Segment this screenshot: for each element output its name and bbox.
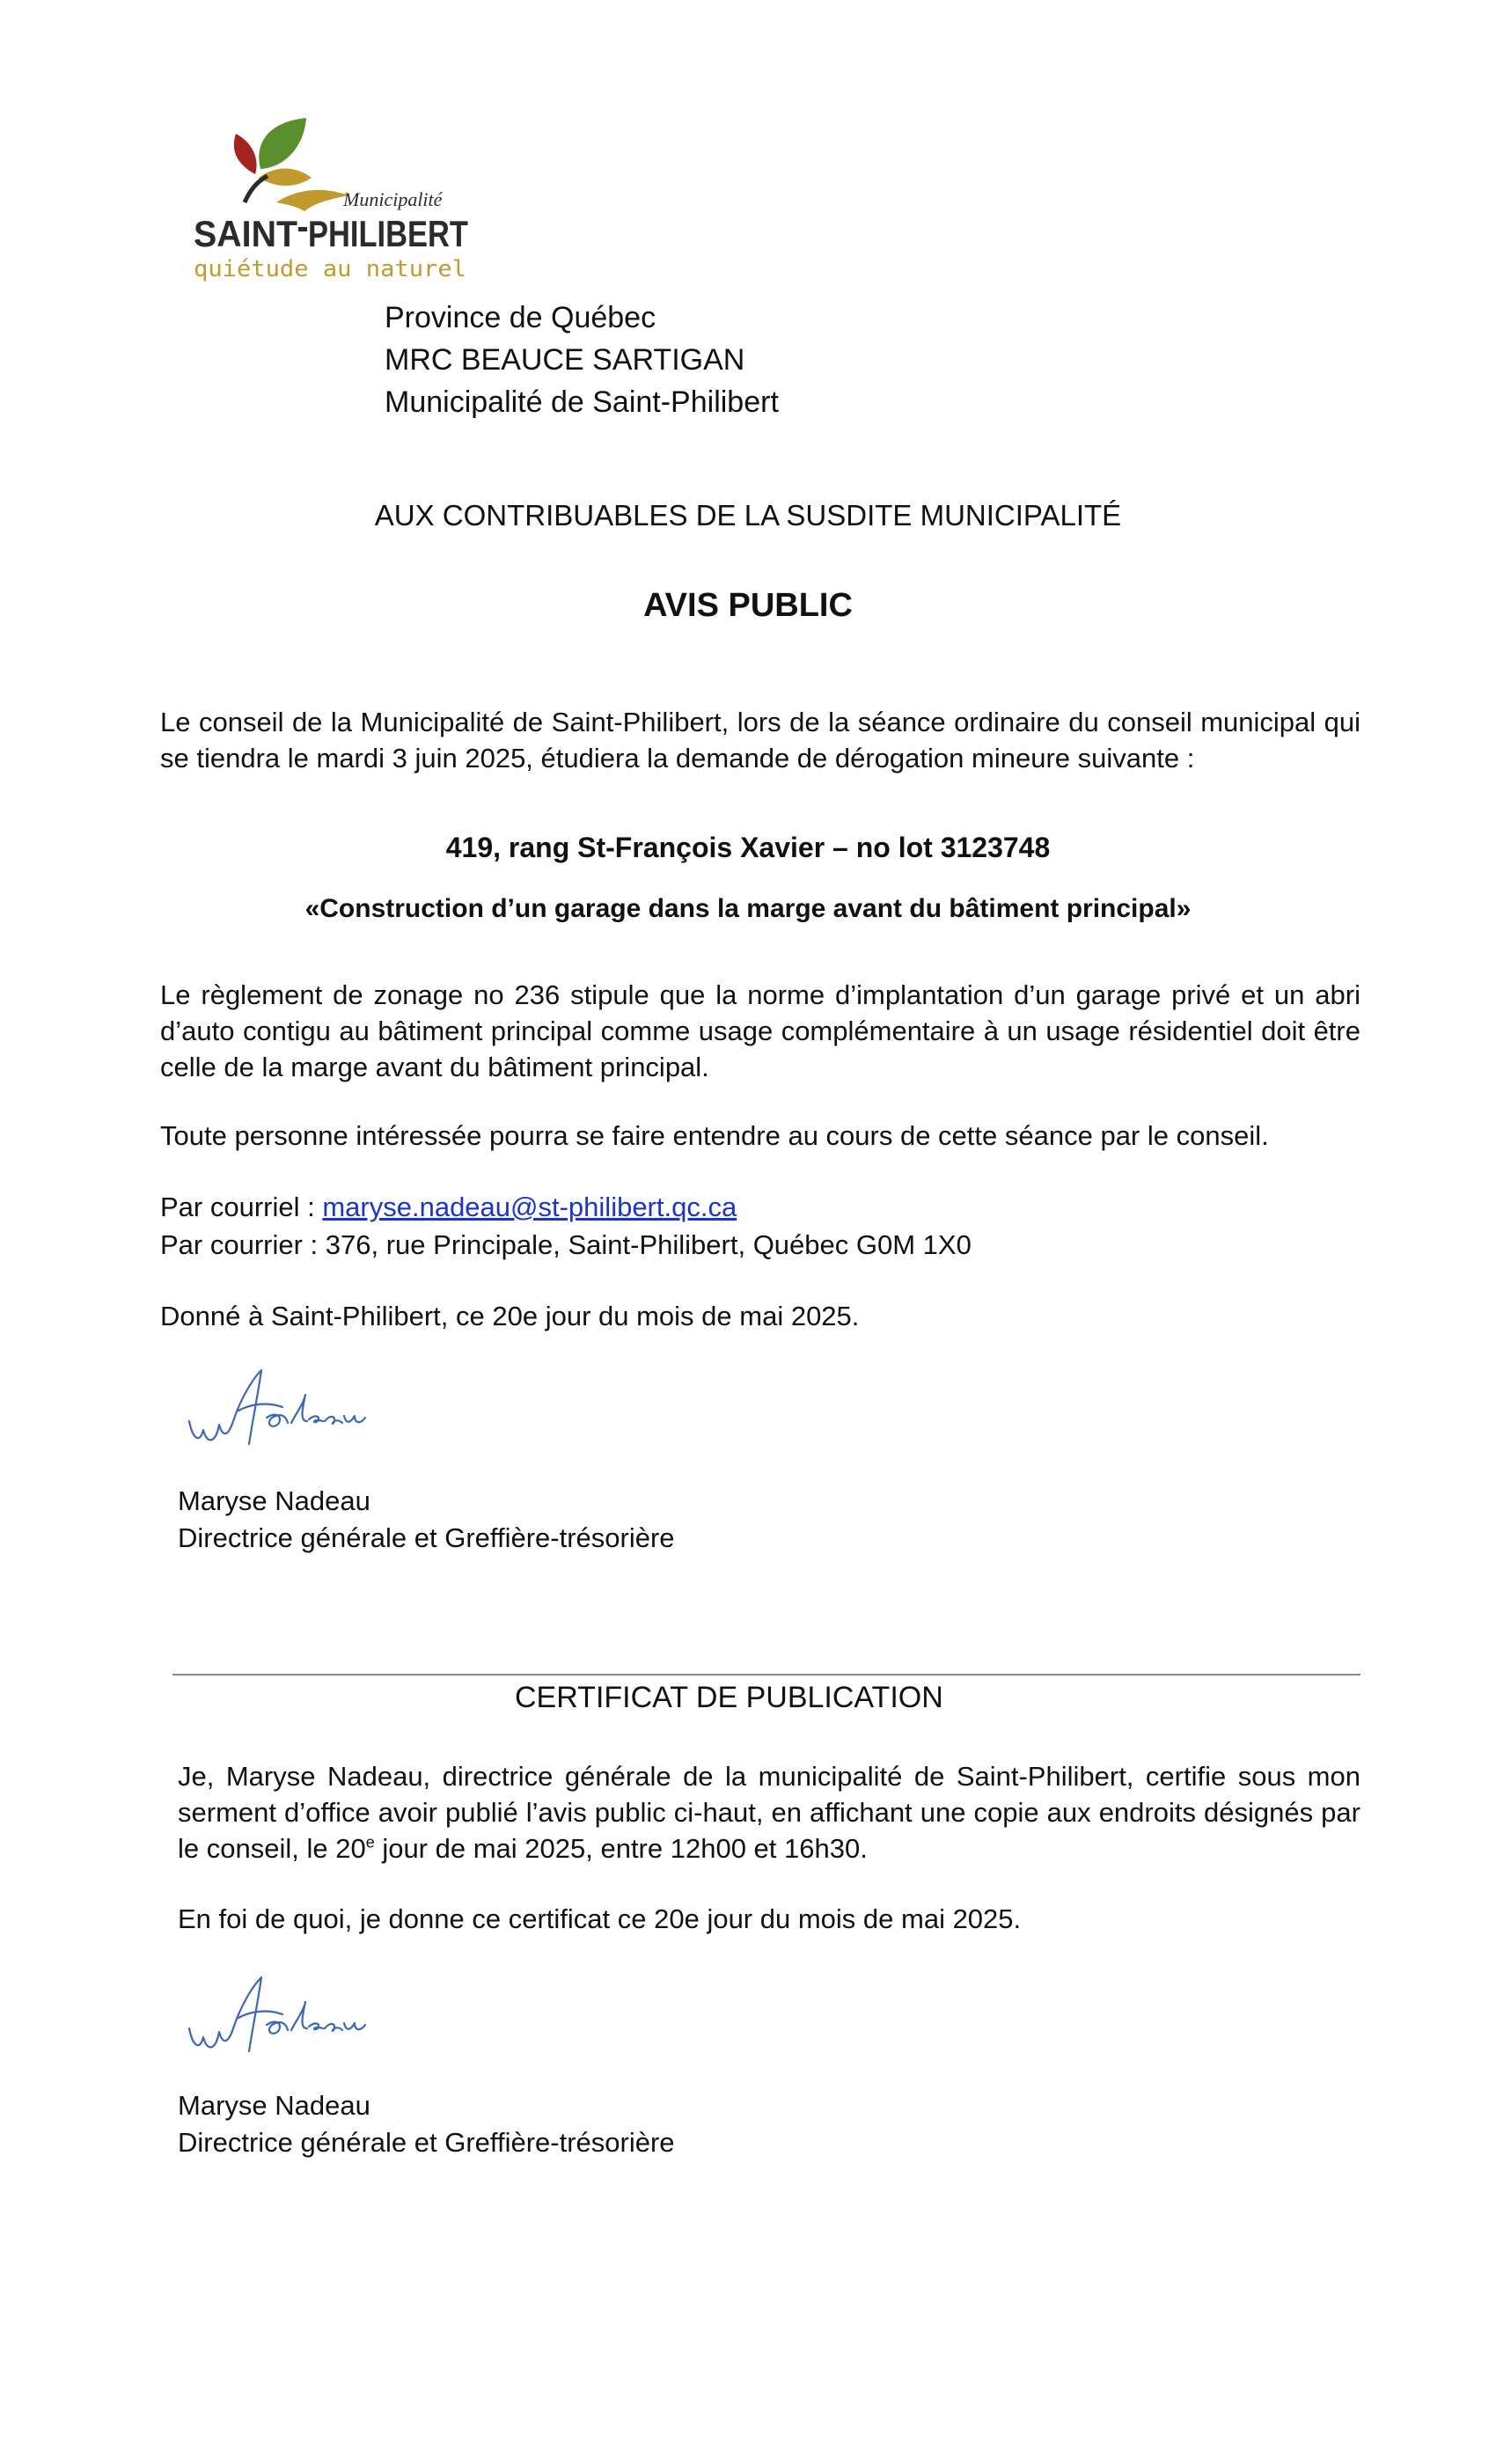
header-block — [385, 297, 1089, 423]
section-divider — [172, 1674, 1360, 1676]
email-link[interactable]: maryse.nadeau@st-philibert.qc.ca — [322, 1192, 737, 1222]
signatory-name-2: Maryse Nadeau — [178, 2090, 370, 2121]
property-address: 419, rang St-François Xavier – no lot 3123748 — [445, 832, 1051, 863]
certificate-closing: En foi de quoi, je donne ce certificat ce 20e jour du mois de mai 2025. — [178, 1903, 1022, 1934]
logo-dash — [298, 227, 307, 231]
logo-philibert-text: PHILIBERT — [308, 213, 469, 254]
project-description: «Construction d’un garage dans la marge avant du bâtiment principal» — [304, 894, 1192, 923]
certificate-body-text: Je, Maryse Nadeau, directrice générale de la municipalité de Saint-Philibert, certifie sous mon serment d’office avoir publié l’avis public ci-haut, en affichant une copie aux endroits désignés par le conseil, le 20 — [178, 1761, 1360, 1864]
email-label: Par courriel : — [160, 1192, 323, 1222]
regulation-paragraph: Le règlement de zonage no 236 stipule que la norme d’implantation d’un garage privé et un abri d’auto contigu au bâtiment principal comme usage complémentaire à un usage résidentiel doit être celle de la marge avant du bâtiment principal. — [160, 979, 1360, 1082]
hearing-paragraph: Toute personne intéressée pourra se faire entendre au cours de cette séance par le conseil. — [160, 1120, 1269, 1151]
email-contact-line — [160, 1189, 737, 1225]
header-mrc: MRC BEAUCE SARTIGAN — [385, 343, 745, 377]
certificate-body — [178, 1758, 1360, 1866]
logo-tagline-text: quiétude au naturel — [194, 256, 466, 282]
logo-saint-text: SAINT — [194, 213, 298, 254]
header-municipality: Municipalité de Saint-Philibert — [385, 385, 779, 419]
signatory-name: Maryse Nadeau — [178, 1485, 370, 1516]
logo-green-leaf-icon — [259, 118, 306, 169]
intro-paragraph: Le conseil de la Municipalité de Saint-Philibert, lors de la séance ordinaire du conseil municipal qui se tiendra le mardi 3 juin 2025, étudiera la demande de dérogation mineure suivante : — [160, 707, 1360, 774]
mail-contact-line: Par courrier : 376, rue Principale, Saint-Philibert, Québec G0M 1X0 — [160, 1229, 972, 1260]
signature-image — [180, 1360, 383, 1465]
page-title: AVIS PUBLIC — [643, 587, 853, 624]
addressee: AUX CONTRIBUABLES DE LA SUSDITE MUNICIPALITÉ — [374, 499, 1122, 532]
ordinal-superscript: e — [365, 1833, 375, 1852]
header-province: Province de Québec — [385, 301, 656, 334]
signatory-title: Directrice générale et Greffière-trésorière — [178, 1522, 675, 1553]
given-date-line: Donné à Saint-Philibert, ce 20e jour du mois de mai 2025. — [160, 1301, 860, 1331]
logo-red-leaf-icon — [234, 134, 257, 174]
signature-image-2 — [180, 1967, 383, 2072]
saint-philibert-logo — [192, 114, 473, 290]
logo-municipalite-text: Municipalité — [343, 188, 443, 210]
logo-stem-icon — [245, 176, 268, 202]
logo-bird-icon — [276, 190, 348, 211]
certificate-title: CERTIFICAT DE PUBLICATION — [515, 1681, 943, 1714]
signatory-title-2: Directrice générale et Greffière-trésorière — [178, 2127, 675, 2158]
certificate-body-text-end: jour de mai 2025, entre 12h00 et 16h30. — [374, 1833, 868, 1864]
